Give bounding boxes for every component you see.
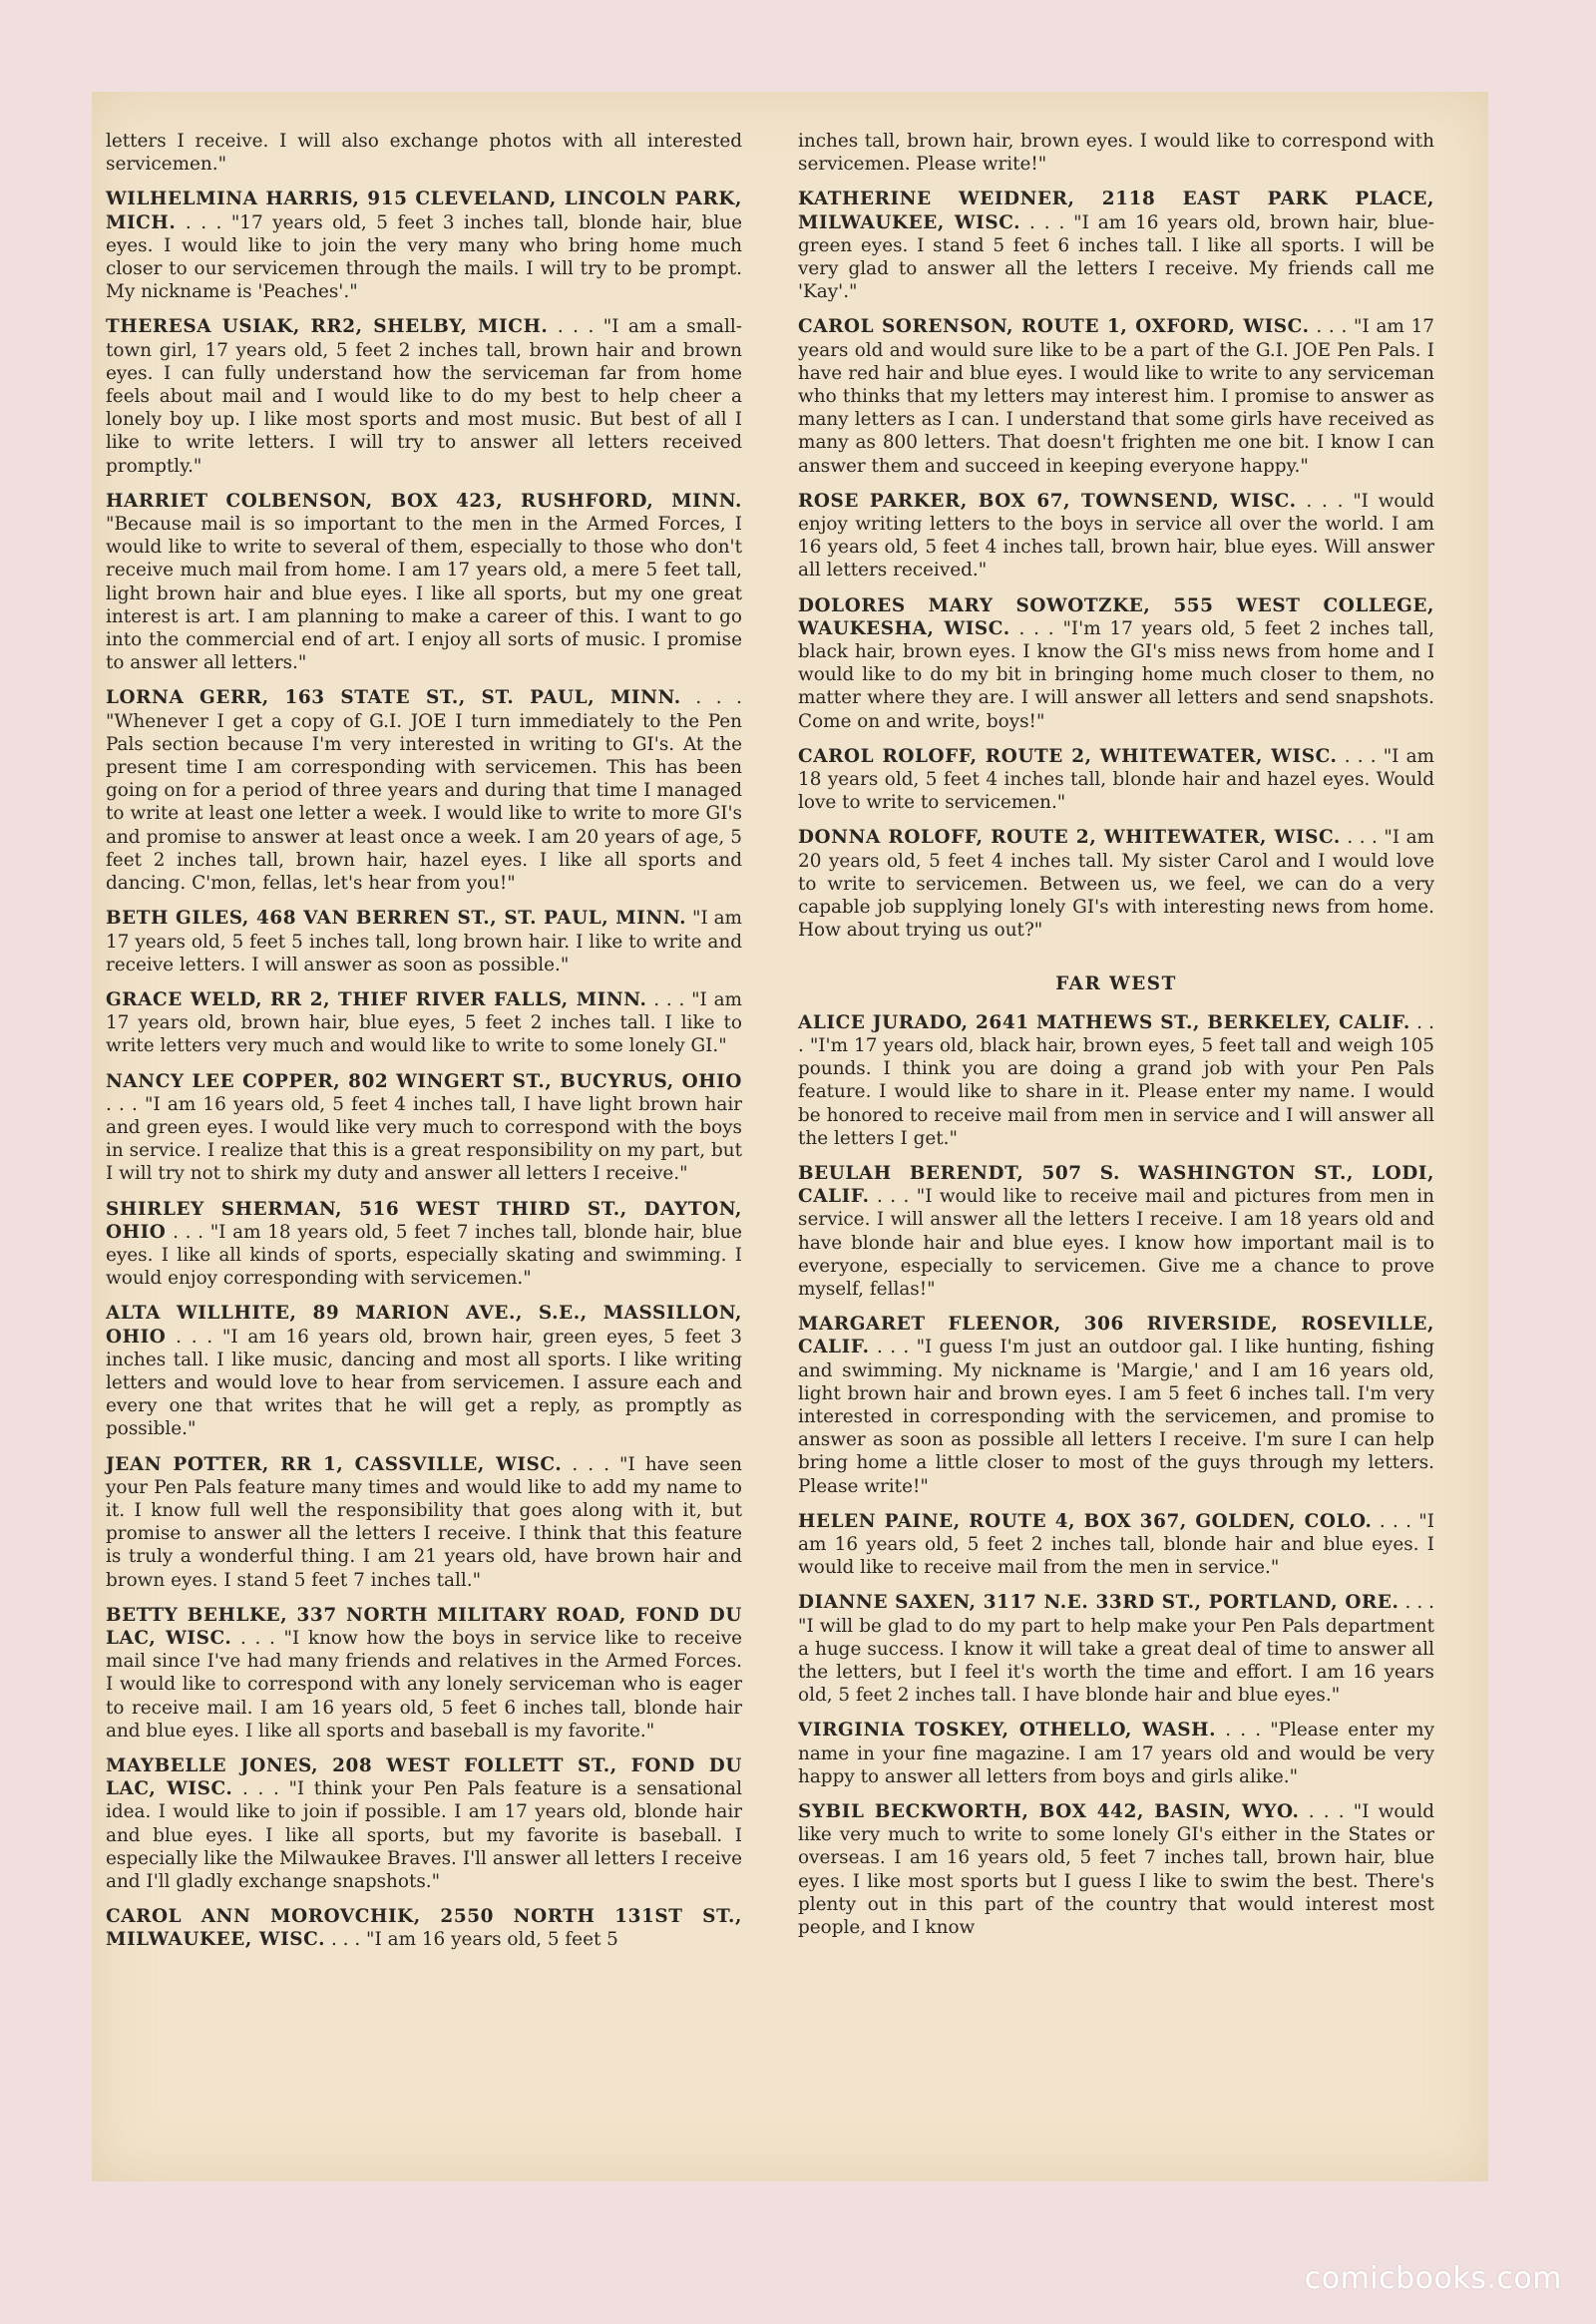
pen-pal-entry — [106, 1905, 742, 1951]
pen-pal-entry — [798, 594, 1434, 733]
pen-pal-name-address: BETTY BEHLKE, 337 NORTH MILITARY ROAD, FOND DU LAC, WISC. — [106, 1604, 742, 1649]
pen-pal-name-address: ALTA WILLHITE, 89 MARION AVE., S.E., MASSILLON, OHIO — [106, 1303, 742, 1348]
far-west-entry-list — [798, 1011, 1434, 1940]
pen-pal-message: . . . "Please enter my name in your fine magazine. I am 17 years old and would be very happy to answer all letters from boys and girls alike." — [798, 1720, 1434, 1787]
pen-pal-entry — [798, 1719, 1434, 1788]
pen-pal-name-address: WILHELMINA HARRIS, 915 CLEVELAND, LINCOLN PARK, MICH. — [106, 189, 742, 233]
pen-pal-name-address: NANCY LEE COPPER, 802 WINGERT ST., BUCYRUS, OHIO — [106, 1070, 742, 1092]
pen-pal-entry — [798, 826, 1434, 942]
pen-pal-entry — [798, 1591, 1434, 1707]
pen-pal-message: . . . "I guess I'm just an outdoor gal. I like hunting, fishing and swimming. My nickname is 'Margie,' and I am 16 years old, light brown hair and brown eyes. I am 5 feet 6 inches tall. I'm very interested in corresponding with the servicemen, and promise to answer as soon as possible all letters I receive. I'm sure I can help bring home a little closer to most of the guys through my letters. Please write!" — [798, 1337, 1434, 1497]
pen-pal-message: . . . "I am 16 years old, 5 feet 4 inches tall, I have light brown hair and green eyes. I would like very much to correspond with the boys in service. I realize that this is a great responsibility on my part, but I will try not to shirk my duty and answer all letters I receive." — [106, 1093, 742, 1185]
left-column — [106, 130, 742, 1964]
pen-pal-entry — [798, 315, 1434, 477]
pen-pal-message: . . . "Whenever I get a copy of G.I. JOE I turn immediately to the Pen Pals section because I'm very interested in writing to GI's. At the present time I am corresponding with servicemen. This has been going on for a period of three years and during that time I managed to write at least one letter a week. I would like to write to more GI's and promise to answer at least once a week. I am 20 years of age, 5 feet 2 inches tall, brown hair, hazel eyes. I like all sports and dancing. C'mon, fellas, let's hear from you!" — [106, 687, 743, 895]
pen-pal-message: "Because mail is so important to the men in the Armed Forces, I would like to write to several of them, especially to those who don't receive much mail from home. I am 17 years old, a mere 5 feet tall, light brown hair and blue eyes. I like all sports, but my one great interest is art. I am planning to make a career of this. I want to go into the commercial end of art. I enjoy all sorts of music. I promise to answer all letters." — [106, 514, 742, 674]
pen-pal-name-address: CAROL ROLOFF, ROUTE 2, WHITEWATER, WISC. — [798, 745, 1338, 767]
pen-pal-message: . . . "I will be glad to do my part to help make your Pen Pals department a huge success. I know it will take a great deal of time to answer all the letters, but I feel it's worth the time and effort. I am 16 years old, 5 feet 2 inches tall. I have blonde hair and blue eyes." — [798, 1592, 1434, 1707]
pen-pal-name-address: LORNA GERR, 163 STATE ST., ST. PAUL, MINN. — [106, 687, 681, 709]
pen-pal-entry — [798, 745, 1434, 815]
pen-pal-entry — [106, 1070, 742, 1186]
pen-pal-message: . . . "I am 16 years old, brown hair, blue-green eyes. I stand 5 feet 6 inches tall. I like all sports. I will be very glad to answer all the letters I receive. My friends call me 'Kay'." — [798, 211, 1434, 303]
pen-pal-message: "I am 17 years old, 5 feet 5 inches tall, long brown hair. I like to write and receive letters. I will answer as soon as possible." — [106, 908, 742, 975]
pen-pal-name-address: ALICE JURADO, 2641 MATHEWS ST., BERKELEY, CALIF. — [798, 1011, 1410, 1033]
pen-pal-name-address: VIRGINIA TOSKEY, OTHELLO, WASH. — [798, 1720, 1217, 1742]
pen-pal-entry — [106, 315, 742, 477]
pen-pal-message: . . . "I would enjoy writing letters to the boys in service all over the world. I am 16 years old, 5 feet 4 inches tall, brown hair, blue eyes. Will answer all letters received." — [798, 490, 1434, 581]
pen-pal-message: . . . "17 years old, 5 feet 3 inches tall, blonde hair, blue eyes. I would like to join the very many who bring home much closer to our servicemen through the mails. I will try to be prompt. My nickname is 'Peaches'." — [106, 211, 742, 303]
pen-pal-message: . . . "I am 18 years old, 5 feet 4 inches tall, blonde hair and hazel eyes. Would love to write to servicemen." — [798, 745, 1434, 814]
pen-pal-message: . . . "I'm 17 years old, black hair, brown eyes, 5 feet tall and weigh 105 pounds. I think you are doing a grand job with your Pen Pals feature. I would like to share in it. Please enter my name. I would be honored to receive mail from men in service and I will answer all the letters I get." — [798, 1011, 1434, 1149]
pen-pal-message: . . . "I am a small-town girl, 17 years old, 5 feet 2 inches tall, brown hair and brown eyes. I can fully understand how the serviceman far from home feels about mail and I would like to do my best to help cheer a lonely boy up. I like most sports and most music. But best of all I like to write letters. I will try to answer all letters received promptly." — [106, 316, 742, 477]
pen-pal-name-address: CAROL SORENSON, ROUTE 1, OXFORD, WISC. — [798, 316, 1310, 338]
pen-pal-name-address: BEULAH BERENDT, 507 S. WASHINGTON ST., LODI, CALIF. — [798, 1162, 1434, 1208]
pen-pal-entry — [798, 1510, 1434, 1580]
pen-pal-message: . . . "I think your Pen Pals feature is a sensational idea. I would like to join if possible. I am 17 years old, blonde hair and blue eyes. I like all sports, but my favorite is baseball. I especially like the Milwaukee Braves. I'll answer all letters I receive and I'll gladly exchange snapshots." — [106, 1778, 743, 1893]
pen-pal-entry — [798, 188, 1434, 303]
pen-pal-name-address: HELEN PAINE, ROUTE 4, BOX 367, GOLDEN, COLO. — [798, 1510, 1373, 1532]
section-heading-far-west: FAR WEST — [1055, 972, 1177, 994]
pen-pal-message: . . . "I would like to receive mail and pictures from men in service. I will answer all the letters I receive. I am 18 years old and have blonde hair and blue eyes. I know how important mail is to everyone, especially to servicemen. Give me a chance to prove myself, fellas!" — [798, 1186, 1434, 1300]
pen-pal-name-address: SYBIL BECKWORTH, BOX 442, BASIN, WYO. — [798, 1801, 1300, 1822]
pen-pal-name-address: ROSE PARKER, BOX 67, TOWNSEND, WISC. — [798, 490, 1297, 512]
pen-pal-message: . . . "I am 17 years old and would sure like to be a part of the G.I. JOE Pen Pals. I have red hair and blue eyes. I would like to write to any serviceman who thinks that my letters may interest him. I promise to answer as many letters as I can. I understand that some girls have received as many as 800 letters. That doesn't frighten me one bit. I know I can answer them and succeed in keeping everyone happy." — [798, 316, 1434, 477]
pen-pal-name-address: KATHERINE WEIDNER, 2118 EAST PARK PLACE, MILWAUKEE, WISC. — [798, 189, 1434, 233]
pen-pal-message: . . . "I am 16 years old, 5 feet 2 inches tall, blonde hair and blue eyes. I would like to receive mail from the men in service." — [798, 1510, 1434, 1579]
pen-pal-name-address: CAROL ANN MOROVCHIK, 2550 NORTH 131ST ST., MILWAUKEE, WISC. — [106, 1906, 742, 1951]
pen-pal-message: . . . "I am 20 years old, 5 feet 4 inches tall. My sister Carol and I would love to write to servicemen. Between us, we feel, we can do a very capable job supplying lonely GI's with interesting news from home. How about trying us out?" — [798, 827, 1434, 942]
pen-pal-entry — [798, 1313, 1434, 1498]
continued-text: letters I receive. I will also exchange photos with all interested servicemen." — [106, 131, 742, 176]
pen-pal-entry — [798, 490, 1434, 582]
pen-pal-message: . . . "I would like very much to write to some lonely GI's either in the States or overseas. I am 16 years old, 5 feet 7 inches tall, brown hair, blue eyes. I like most sports but I guess I like to swim the best. There's plenty out in this part of the country that would interest most people, and I know — [798, 1801, 1434, 1939]
pen-pal-name-address: JEAN POTTER, RR 1, CASSVILLE, WISC. — [106, 1453, 563, 1475]
pen-pal-entry — [798, 1800, 1434, 1939]
pen-pal-name-address: MAYBELLE JONES, 208 WEST FOLLETT ST., FOND DU LAC, WISC. — [106, 1755, 742, 1800]
pen-pal-entry — [106, 907, 742, 976]
right-entry-list — [798, 188, 1434, 942]
pen-pal-entry — [106, 1604, 742, 1743]
pen-pal-message: . . . "I am 18 years old, 5 feet 7 inches tall, blonde hair, blue eyes. I like all kinds of sports, especially skating and swimming. I would enjoy corresponding with servicemen." — [106, 1221, 742, 1290]
pen-pal-entry — [798, 1162, 1434, 1301]
pen-pal-entry — [106, 188, 742, 303]
pen-pal-message: . . . "I have seen your Pen Pals feature many times and would like to add my name to it. I know full well the responsibility that goes along with it, but promise to answer all the letters I receive. I think that this feature is truly a wonderful thing. I am 21 years old, have brown hair and brown eyes. I stand 5 feet 7 inches tall." — [106, 1453, 742, 1591]
left-entry-list — [106, 188, 742, 1951]
pen-pal-name-address: DOLORES MARY SOWOTZKE, 555 WEST COLLEGE, WAUKESHA, WISC. — [798, 594, 1434, 639]
pen-pal-name-address: BETH GILES, 468 VAN BERREN ST., ST. PAUL, MINN. — [106, 908, 687, 930]
pen-pal-name-address: DONNA ROLOFF, ROUTE 2, WHITEWATER, WISC. — [798, 827, 1341, 849]
watermark: comicbooks.com — [1304, 2261, 1562, 2296]
continued-text: inches tall, brown hair, brown eyes. I would like to correspond with servicemen. Please write!" — [798, 131, 1434, 176]
pen-pal-entry — [106, 1754, 742, 1893]
right-column — [798, 130, 1434, 1951]
pen-pal-name-address: THERESA USIAK, RR2, SHELBY, MICH. — [106, 316, 549, 338]
pen-pal-entry — [106, 988, 742, 1058]
pen-pal-name-address: MARGARET FLEENOR, 306 RIVERSIDE, ROSEVILLE, CALIF. — [798, 1314, 1434, 1358]
pen-pal-entry — [106, 1302, 742, 1440]
pen-pal-name-address: GRACE WELD, RR 2, THIEF RIVER FALLS, MINN. — [106, 988, 647, 1010]
pen-pal-message: . . . "I know how the boys in service like to receive mail since I've had many friends and relatives in the Armed Forces. I would like to correspond with any lonely serviceman who is eager to receive mail. I am 16 years old, 5 feet 6 inches tall, blonde hair and blue eyes. I like all sports and baseball is my favorite." — [106, 1627, 742, 1742]
pen-pal-name-address: HARRIET COLBENSON, BOX 423, RUSHFORD, MINN. — [106, 490, 742, 512]
pen-pal-entry — [106, 490, 742, 675]
pen-pal-name-address: SHIRLEY SHERMAN, 516 WEST THIRD ST., DAYTON, OHIO — [106, 1198, 742, 1243]
pen-pal-message: . . . "I am 16 years old, 5 feet 5 — [325, 1929, 618, 1951]
pen-pal-name-address: DIANNE SAXEN, 3117 N.E. 33RD ST., PORTLAND, ORE. — [798, 1592, 1399, 1614]
pen-pal-message: . . . "I am 16 years old, brown hair, green eyes, 5 feet 3 inches tall. I like music, dancing and most all sports. I like writing letters and would love to hear from servicemen. I assure each and every one that writes that he will get a reply, as promptly as possible." — [106, 1326, 742, 1440]
pen-pal-message: . . . "I'm 17 years old, 5 feet 2 inches tall, black hair, brown eyes. I know the GI's miss news from home and I would like to do my bit in bringing home much closer to them, no matter where they are. I will answer all letters and send snapshots. Come on and write, boys!" — [798, 617, 1434, 732]
pen-pal-entry — [798, 1011, 1434, 1150]
pen-pal-message: . . . "I am 17 years old, brown hair, blue eyes, 5 feet 2 inches tall. I like to write letters very much and would like to write to some lonely GI." — [106, 988, 742, 1057]
pen-pal-entry — [106, 686, 742, 895]
pen-pal-entry — [106, 1453, 742, 1592]
pen-pal-entry — [106, 1198, 742, 1291]
